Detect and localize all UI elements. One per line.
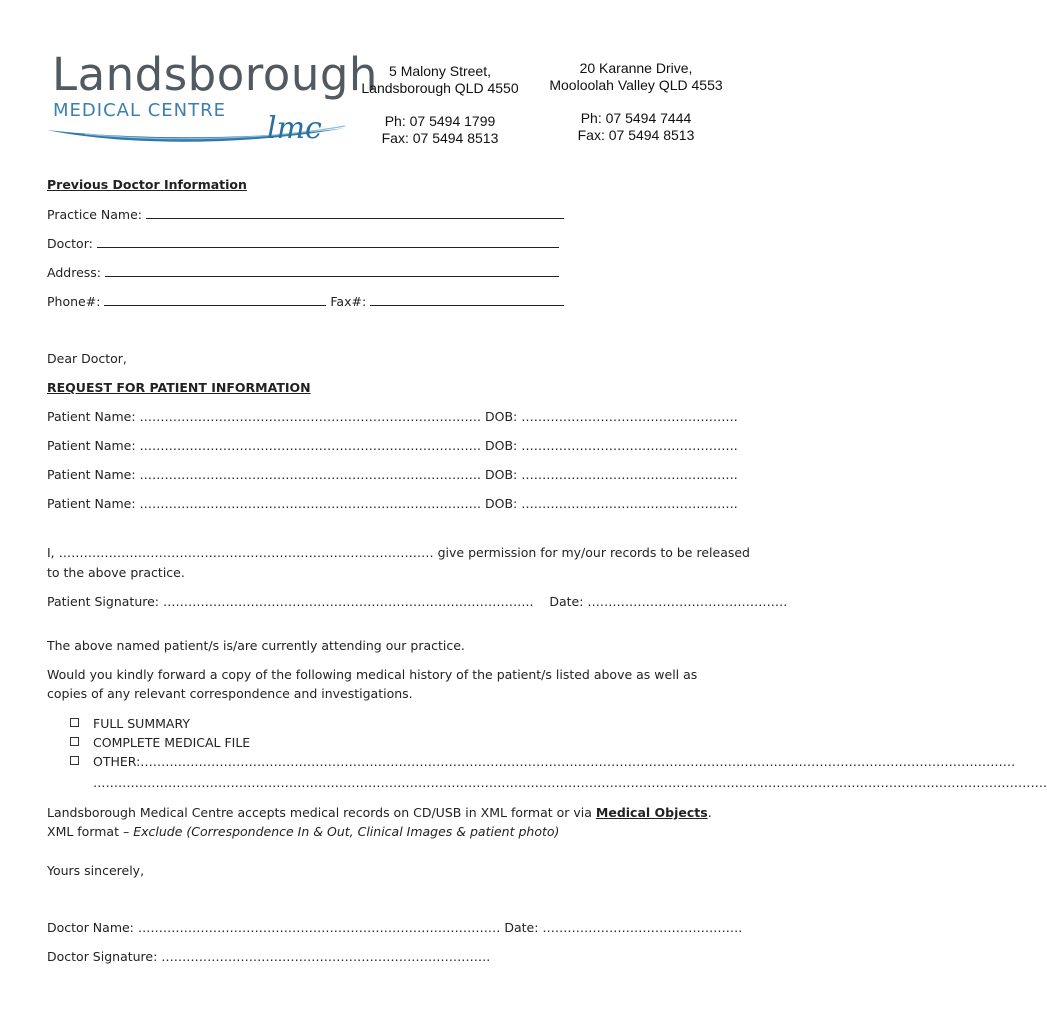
office1-line1: 5 Malony Street,	[389, 63, 491, 79]
doctor-signature-line[interactable]: Doctor Signature: …………………………………………………………………….	[47, 949, 491, 964]
patient-row[interactable]: Patient Name: ………………………………………………………………………. DOB: …………………………………………….	[47, 467, 738, 482]
option-label: FULL SUMMARY	[93, 716, 190, 731]
patient-row[interactable]: Patient Name: ………………………………………………………………………. DOB: …………………………………………….	[47, 496, 738, 511]
option-full-summary[interactable]	[70, 716, 190, 731]
accepts-post: .	[707, 805, 712, 820]
patient-row[interactable]: Patient Name: ………………………………………………………………………. DOB: …………………………………………….	[47, 409, 738, 424]
doctor-label: Doctor:	[47, 236, 93, 251]
practice-name-label: Practice Name:	[47, 207, 142, 222]
patient-row[interactable]: Patient Name: ………………………………………………………………………. DOB: …………………………………………….	[47, 438, 738, 453]
other-dots-line-2[interactable]: ………………………………………………………………………………………………………………………………………………………………………………………………………….	[93, 775, 1047, 790]
closing: Yours sincerely,	[47, 863, 145, 878]
address-label: Address:	[47, 265, 101, 280]
address-field[interactable]	[105, 264, 559, 277]
accepts-text	[47, 805, 712, 820]
logo-wordmark: Landsborough	[52, 48, 378, 101]
xml-pre: XML format –	[47, 824, 134, 839]
office2-line1: 20 Karanne Drive,	[579, 60, 693, 76]
option-label: OTHER:	[93, 754, 141, 769]
prev-doctor-heading: Previous Doctor Information	[47, 177, 247, 192]
medical-objects-link[interactable]: Medical Objects	[595, 805, 708, 820]
other-dots[interactable]: …………………………………………………………………………………………………………………………………………………………………………………………	[140, 754, 1016, 769]
fax-field[interactable]	[370, 293, 564, 306]
option-label: COMPLETE MEDICAL FILE	[93, 735, 251, 750]
attending-text: The above named patient/s is/are currently attending our practice.	[47, 638, 465, 653]
logo-subtitle: MEDICAL CENTRE	[53, 100, 226, 121]
office1-line2: Landsborough QLD 4550	[361, 80, 519, 96]
practice-name-row	[47, 206, 564, 222]
option-complete-file[interactable]	[70, 735, 250, 750]
address-row	[47, 264, 559, 280]
phone-fax-row	[47, 293, 564, 309]
request-heading: REQUEST FOR PATIENT INFORMATION	[47, 380, 311, 395]
fax-label: Fax#:	[330, 294, 367, 309]
office1-phone: Ph: 07 5494 1799	[384, 113, 496, 129]
permission-line-2: to the above practice.	[47, 565, 185, 580]
office2-fax: Fax: 07 5494 8513	[577, 127, 695, 143]
salutation: Dear Doctor,	[47, 351, 127, 366]
practice-name-field[interactable]	[146, 206, 564, 219]
xml-format-text	[47, 824, 559, 839]
checkbox-icon[interactable]	[70, 737, 79, 746]
phone-label: Phone#:	[47, 294, 101, 309]
logo-swoosh	[45, 108, 355, 157]
forward-text-1: Would you kindly forward a copy of the following medical history of the patient/s listed above as well as	[47, 667, 698, 682]
phone-field[interactable]	[104, 293, 326, 306]
office-mooloolah	[538, 60, 734, 144]
office1-fax: Fax: 07 5494 8513	[381, 130, 499, 146]
logo-monogram: lmc	[267, 111, 322, 146]
forward-text-2: copies of any relevant correspondence and investigations.	[47, 686, 413, 701]
doctor-name-line[interactable]: Doctor Name: …………………………………………………………………………… Date: …………………………………………	[47, 920, 743, 935]
doctor-field[interactable]	[97, 235, 559, 248]
patient-signature-line[interactable]: Patient Signature: …………………………………………………………………………….. Date: …………………………………………	[47, 594, 788, 609]
checkbox-icon[interactable]	[70, 718, 79, 727]
option-other[interactable]	[70, 754, 1016, 769]
xml-exclude-note: Exclude (Correspondence In & Out, Clinical Images & patient photo)	[133, 824, 560, 839]
office2-line2: Mooloolah Valley QLD 4553	[549, 77, 723, 93]
checkbox-icon[interactable]	[70, 756, 79, 765]
office-landsborough	[356, 63, 524, 147]
accepts-pre: Landsborough Medical Centre accepts medical records on CD/USB in XML format or via	[47, 805, 596, 820]
permission-line[interactable]: I, ……………………………………………………………………………… give permission for my/our records to be released	[47, 545, 750, 560]
doctor-row	[47, 235, 559, 251]
office2-phone: Ph: 07 5494 7444	[580, 110, 692, 126]
